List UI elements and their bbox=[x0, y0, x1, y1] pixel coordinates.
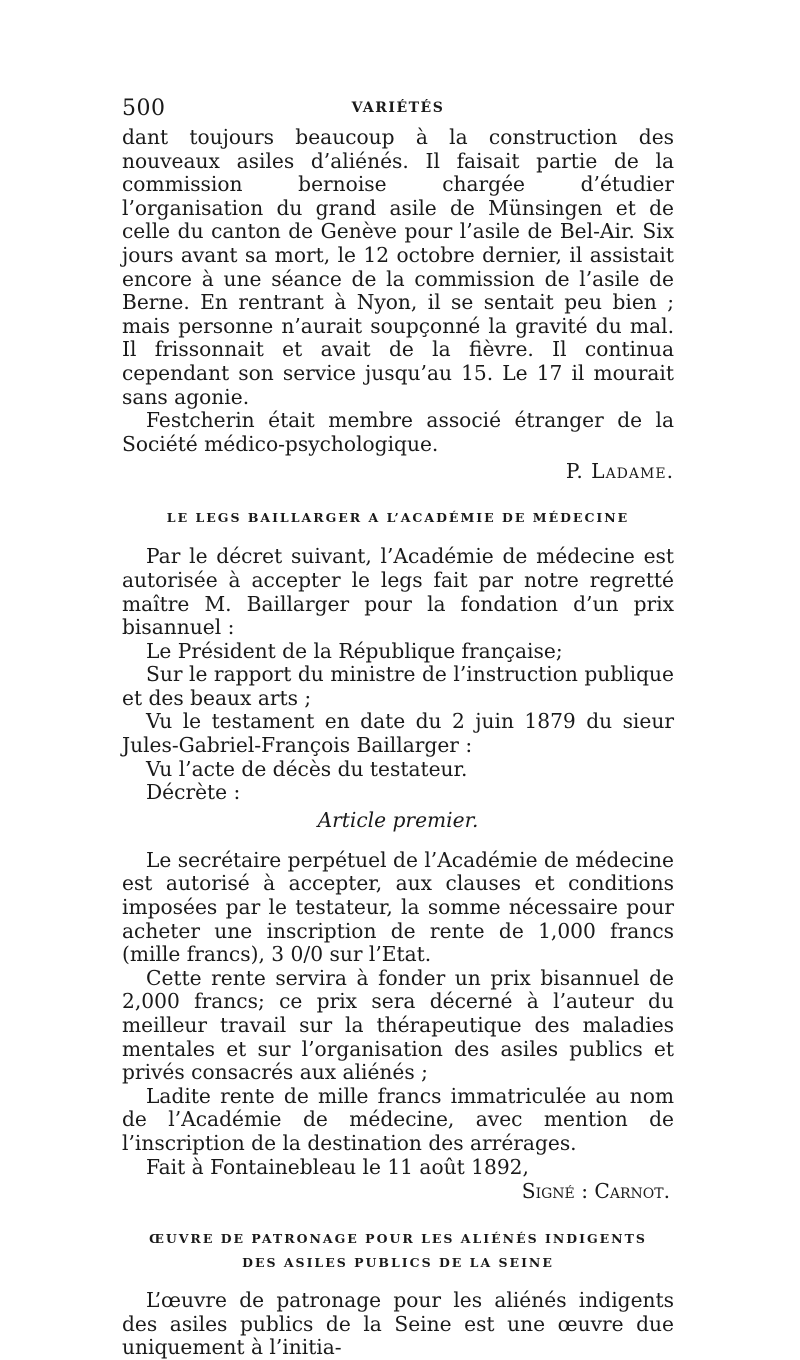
decree-line: Le Président de la République française; bbox=[146, 638, 563, 663]
section-heading-line: ŒUVRE DE PATRONAGE POUR LES ALIÉNÉS INDIGENTS bbox=[149, 1231, 647, 1247]
place-date: Fait à Fontainebleau le 11 août 1892, bbox=[146, 1154, 529, 1179]
section-heading-oeuvre bbox=[122, 1227, 674, 1275]
running-head bbox=[122, 96, 674, 126]
decree-signature-text: Signé : Carnot. bbox=[521, 1179, 670, 1204]
article-title: Article premier. bbox=[317, 807, 479, 832]
decree-line: Vu l’acte de décès du testateur. bbox=[146, 756, 468, 781]
decree-signature bbox=[122, 1179, 674, 1203]
decree-intro: Par le décret suivant, l’Académie de médecine est autorisée à accepter le legs fait par notre regretté maître M. Baillarger pour la fondation d’un prix bisannuel : bbox=[122, 544, 674, 640]
article-paragraph: Ladite rente de mille francs immatriculée au nom de l’Académie de médecine, avec mention de l’inscription de la destination des arrérages. bbox=[122, 1083, 674, 1155]
decree-line: Décrète : bbox=[146, 780, 241, 805]
page-number: 500 bbox=[122, 96, 166, 121]
decree-line: Vu le testament en date du 2 juin 1879 du sieur Jules-Gabriel-François Baillarger : bbox=[122, 709, 674, 758]
decree-line: Sur le rapport du ministre de l’instruction publique et des beaux arts ; bbox=[122, 662, 674, 710]
section-heading-legs: LE LEGS BAILLARGER A L’ACADÉMIE DE MÉDECINE bbox=[166, 510, 630, 526]
author-signature: P. Ladame. bbox=[565, 459, 674, 484]
running-title: VARIÉTÉS bbox=[351, 100, 445, 116]
obituary-paragraph: Festcherin était membre associé étranger de la Société médico-psychologique. bbox=[122, 408, 674, 456]
article-paragraph: Cette rente servira à fonder un prix bisannuel de 2,000 francs; ce prix sera décerné à l’auteur du meilleur travail sur la thérapeutique des maladies mentales et sur l’organisation des asiles publics et privés consacrés aux aliénés ; bbox=[122, 965, 674, 1085]
obituary-paragraph: dant toujours beaucoup à la construction des nouveaux asiles d’aliénés. Il faisait partie de la commission bernoise chargée d’étudier l’organisation du grand asile de Münsingen et de celle du canton de Genève pour l’asile de Bel-Air. Six jours avant sa mort, le 12 octobre dernier, il assistait encore à une séance de la commission de l’asile de Berne. En rentrant à Nyon, il se sentait peu bien ; mais personne n’aurait soupçonné la gravité du mal. Il frissonnait et avait de la fièvre. Il continua cependant son service jusqu’au 15. Le 17 il mourait sans agonie. bbox=[122, 125, 674, 409]
oeuvre-paragraph: L’œuvre de patronage pour les aliénés indigents des asiles publics de la Seine est une œuvre due uniquement à l’initia- bbox=[122, 1288, 674, 1360]
section-heading-line: DES ASILES PUBLICS DE LA SEINE bbox=[242, 1255, 554, 1271]
article-paragraph: Le secrétaire perpétuel de l’Académie de médecine est autorisé à accepter, aux clauses et conditions imposées par le testateur, la somme nécessaire pour acheter une inscription de rente de 1,000 francs (mille francs), 3 0/0 sur l’Etat. bbox=[122, 847, 674, 967]
